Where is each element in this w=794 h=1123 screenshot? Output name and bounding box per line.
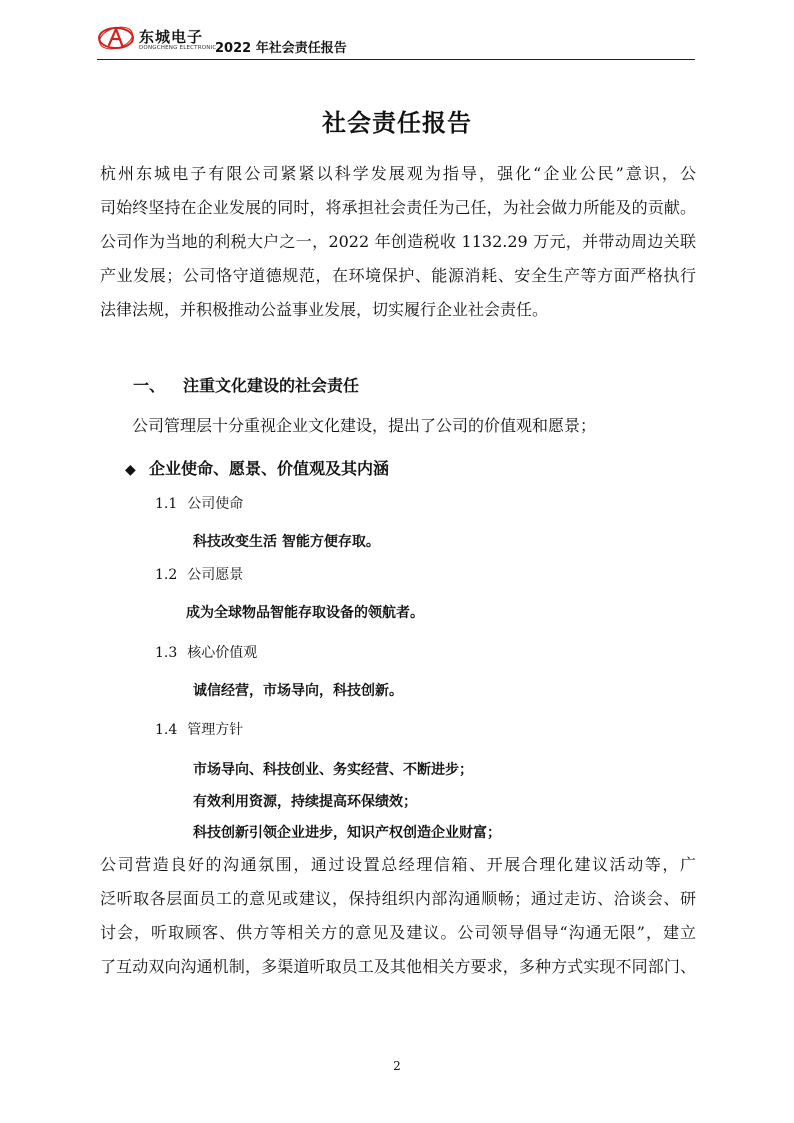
- communication-paragraph: [100, 848, 696, 984]
- policy-line: 有效利用资源，持续提高环保绩效；: [193, 794, 417, 810]
- section-number: 一、: [133, 376, 166, 395]
- paragraph-line: 公司作为当地的利税大户之一，2022 年创造税收 1132.29 万元，并带动周边关联: [100, 232, 696, 251]
- policy-line: 科技创新引领企业进步，知识产权创造企业财富；: [193, 825, 501, 841]
- item-number: 1.4: [155, 722, 178, 738]
- item-number: 1.3: [155, 645, 178, 661]
- vision-text: 成为全球物品智能存取设备的领航者。: [186, 605, 424, 621]
- diamond-bullet-icon: ◆: [125, 462, 136, 478]
- item-label: 公司使命: [187, 496, 244, 512]
- item-number: 1.2: [155, 567, 178, 583]
- mission-text: 科技改变生活 智能方便存取。: [193, 534, 380, 550]
- values-text: 诚信经营，市场导向，科技创新。: [193, 683, 403, 699]
- paragraph-line: 杭州东城电子有限公司紧紧以科学发展观为指导，强化“企业公民”意识，公: [100, 164, 696, 183]
- header-divider: [97, 59, 695, 60]
- paragraph-line: 产业发展；公司恪守道德规范，在环境保护、能源消耗、安全生产等方面严格执行: [100, 266, 696, 285]
- subsection-title: 企业使命、愿景、价值观及其内涵: [149, 459, 390, 478]
- item-heading-policy: [155, 719, 243, 739]
- paragraph-line: 公司营造良好的沟通氛围，通过设置总经理信箱、开展合理化建议活动等，广: [100, 855, 696, 874]
- paragraph-line: 泛听取各层面员工的意见或建议，保持组织内部沟通顺畅；通过走访、洽谈会、研: [100, 889, 696, 908]
- item-label: 管理方针: [187, 722, 244, 738]
- intro-paragraph: [100, 157, 696, 327]
- section-heading: [133, 373, 359, 396]
- item-heading-mission: [155, 493, 243, 513]
- section-title: 注重文化建设的社会责任: [183, 376, 360, 395]
- subsection-heading: [125, 456, 389, 479]
- item-label: 核心价值观: [187, 645, 258, 661]
- paragraph-line: 法律法规，并积极推动公益事业发展，切实履行企业社会责任。: [100, 300, 549, 319]
- item-heading-values: [155, 642, 257, 662]
- item-heading-vision: [155, 564, 243, 584]
- section-intro: 公司管理层十分重视企业文化建设，提出了公司的价值观和愿景；: [132, 416, 597, 435]
- header-title: 2022 年社会责任报告: [215, 41, 347, 56]
- paragraph-line: 司始终坚持在企业发展的同时，将承担社会责任为己任，为社会做力所能及的贡献。: [100, 198, 696, 217]
- logo-english-name: DONGCHENG ELECTRONIC: [139, 45, 217, 51]
- paragraph-line: 讨会，听取顾客、供方等相关方的意见及建议。公司领导倡导“沟通无限”，建立: [100, 923, 696, 942]
- page-header: [97, 22, 695, 60]
- logo-chinese-name: 东城电子: [139, 28, 204, 46]
- item-number: 1.1: [155, 496, 178, 512]
- item-label: 公司愿景: [187, 567, 244, 583]
- company-logo-icon: [97, 24, 135, 52]
- paragraph-line: 了互动双向沟通机制，多渠道听取员工及其他相关方要求，多种方式实现不同部门、: [100, 957, 696, 976]
- page-title: 社会责任报告: [322, 108, 472, 137]
- page-number: 2: [393, 1059, 401, 1073]
- policy-line: 市场导向、科技创业、务实经营、不断进步；: [193, 762, 473, 778]
